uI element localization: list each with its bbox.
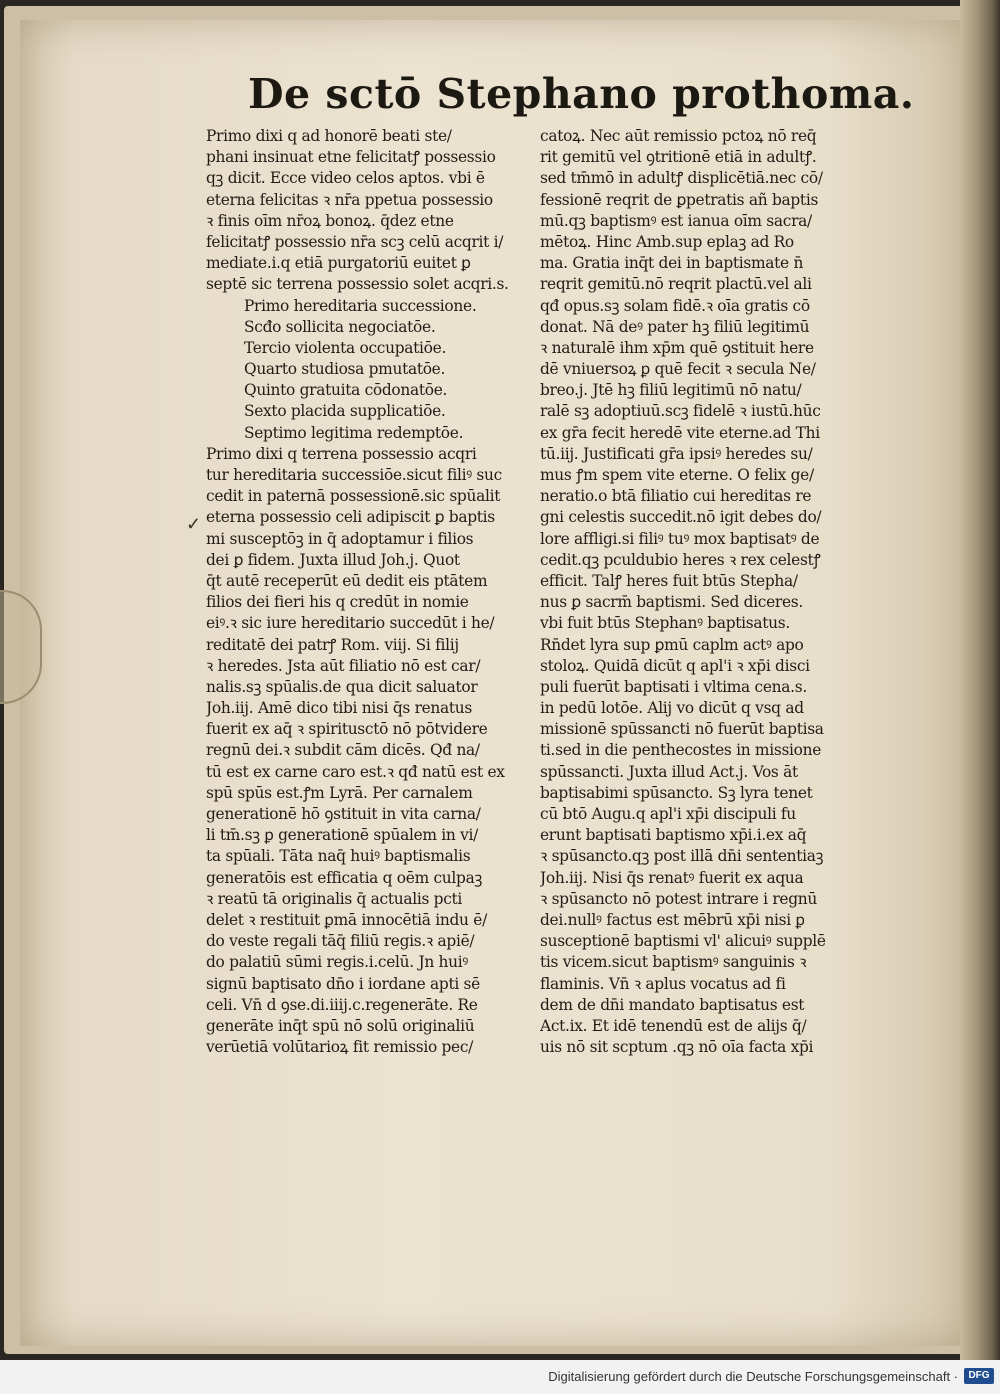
text-line: sed tm̄mō in adultꝭ displicētiā.nec cō/ xyxy=(540,169,823,188)
text-line: ꝛ spūsancto.qꝫ post illā dn̄i sententiaꝫ xyxy=(540,847,824,866)
text-line: generatōis est efficatia q oēm culpaꝫ xyxy=(206,868,483,887)
footer-credit-text: Digitalisierung gefördert durch die Deutsche Forschungsgemeinschaft · xyxy=(548,1369,958,1384)
book-fore-edge xyxy=(960,0,1000,1360)
text-line: signū baptisato dn̄o i iordane apti sē xyxy=(206,974,480,993)
text-line: ta spūali. Tāta naq̄ huiꝰ baptismalis xyxy=(206,847,471,866)
text-line: catoꝝ. Nec aūt remissio pctoꝝ nō req̄ xyxy=(540,127,817,145)
text-line: Rn̄det lyra sup ꝑmū caplm actꝰ apo xyxy=(540,635,804,654)
text-line: Primo dixi q terrena possessio acqri xyxy=(206,444,477,463)
text-line: Quinto gratuita cōdonatōe. xyxy=(244,381,448,400)
text-line: ꝛ naturalē ihm xp̄m quē ꝯstituit here xyxy=(540,338,814,357)
text-line: ma. Gratia inq̄t dei in baptismate n̄ xyxy=(540,254,804,273)
text-line: Primo hereditaria successione. xyxy=(244,296,477,315)
text-line: qđ opus.sꝫ solam fidē.ꝛ oīa gratis cō xyxy=(540,296,810,315)
text-line: q̄t autē receperūt eū dedit eis ptātem xyxy=(206,571,488,590)
digitization-footer xyxy=(0,1360,1000,1394)
text-line: Tercio violenta occupatiōe. xyxy=(244,338,447,357)
text-line: cū btō Augu.q apl'i xp̄i discipuli fu xyxy=(540,805,796,823)
text-line: Joh.iij. Nisi q̄s renatꝰ fuerit ex aqua xyxy=(540,868,804,887)
text-line: phani insinuat etne felicitatꝭ possessio xyxy=(206,148,496,167)
text-column-right xyxy=(540,126,860,1058)
text-line: Scđo sollicita negociatōe. xyxy=(244,317,436,336)
text-line: flaminis. Vn̄ ꝛ aplus vocatus ad fi xyxy=(540,974,786,993)
text-line: eterna possessio celi adipiscit ꝑ baptis xyxy=(206,508,495,527)
text-line: donat. Nā deꝰ pater hꝫ filiū legitimū xyxy=(540,317,810,336)
text-line: susceptionē baptismi vl' alicuiꝰ supplē xyxy=(540,932,826,951)
text-line: Quarto studiosa pmutatōe. xyxy=(244,360,446,379)
text-line: verūetiā volūtarioꝝ fit remissio pec/ xyxy=(206,1038,474,1057)
text-line: ralē sꝫ adoptiuū.scꝫ fidelē ꝛ iustū.hūc xyxy=(540,402,821,421)
text-line: ex gr̄a fecit heredē vite eterne.ad Thi xyxy=(540,423,820,442)
text-line: Joh.iij. Amē dico tibi nisi q̄s renatus xyxy=(206,699,473,718)
dfg-logo: DFG xyxy=(964,1368,994,1384)
text-line: uis nō sit scptum .qꝫ nō oīa facta xp̄i xyxy=(540,1038,814,1057)
text-line: cedit.qꝫ pculdubio heres ꝛ rex celestꝭ xyxy=(540,550,821,569)
marginal-mark: ✓ xyxy=(186,514,202,535)
text-line: stoloꝝ. Quidā dicūt q apl'i ꝛ xp̄i disci xyxy=(540,656,810,675)
text-line: dem de dn̄i mandato baptisatus est xyxy=(540,995,805,1014)
text-line: tis vicem.sicut baptismꝰ sanguinis ꝛ xyxy=(540,953,807,972)
text-line: rit gemitū vel ꝯtritionē etiā in adultꝭ. xyxy=(540,148,817,167)
text-line: vbi fuit btūs Stephanꝰ baptisatus. xyxy=(540,614,790,633)
text-line: ꝛ spūsancto nō potest intrare i regnū xyxy=(540,889,818,908)
text-line: nus ꝑ sacrm̄ baptismi. Sed diceres. xyxy=(540,593,803,612)
text-line: tū.iij. Justificati gr̄a ipsiꝰ heredes su/ xyxy=(540,444,813,463)
text-line: generationē hō ꝯstituit in vita carna/ xyxy=(206,805,481,823)
text-line: ꝛ reatū tā originalis q̄ actualis pcti xyxy=(206,889,463,908)
text-line: baptisabimi spūsancto. Sꝫ lyra tenet xyxy=(540,783,813,802)
text-line: missionē spūssancti nō fuerūt baptisa xyxy=(540,720,824,739)
text-line: erunt baptisati baptismo xp̄i.i.ex aq̄ xyxy=(540,826,807,845)
text-line: do palatiū sūmi regis.i.celū. Jn huiꝰ xyxy=(206,953,468,972)
page-heading: De sctō Stephano prothoma. xyxy=(248,70,915,118)
text-line: mus ꝭm spem vite eterne. O felix ge/ xyxy=(540,466,814,484)
text-line: reqrit gemitū.nō reqrit plactū.vel ali xyxy=(540,275,812,294)
text-line: ꝛ heredes. Jsta aūt filiatio nō est car/ xyxy=(206,656,481,675)
text-line: qꝫ dicit. Ecce video celos aptos. vbi ē xyxy=(206,169,485,188)
text-line: spū spūs est.ꝭm Lyrā. Per carnalem xyxy=(206,783,473,802)
text-line: ꝛ finis oīm nr̄oꝝ bonoꝝ. q̄dez etne xyxy=(206,211,454,230)
text-column-left xyxy=(206,126,532,1058)
text-line: tū est ex carne caro est.ꝛ qđ natū est ex xyxy=(206,762,505,781)
text-line: Primo dixi q ad honorē beati ste/ xyxy=(206,127,452,145)
text-line: Sexto placida supplicatiōe. xyxy=(244,402,446,421)
text-line: breo.j. Jtē hꝫ filiū legitimū nō natu/ xyxy=(540,381,802,400)
text-line: neratio.o btā filiatio cui hereditas re xyxy=(540,487,812,506)
text-line: mi susceptōꝫ in q̄ adoptamur i filios xyxy=(206,529,474,548)
text-line: regnū dei.ꝛ subdit cām dicēs. Qđ na/ xyxy=(206,741,480,760)
text-line: cedit in paternā possessionē.sic spūalit xyxy=(206,487,501,506)
text-line: ti.sed in die penthecostes in missione xyxy=(540,741,822,760)
text-line: lore affligi.si filiꝰ tuꝰ mox baptisatꝰ de xyxy=(540,529,820,548)
text-line: spūssancti. Juxta illud Act.j. Vos āt xyxy=(540,762,798,781)
text-line: tur hereditaria successiōe.sicut filiꝰ suc xyxy=(206,466,502,484)
text-line: in pedū lotōe. Alij vo dicūt q vsq ad xyxy=(540,699,804,718)
text-line: reditatē dei patrꝭ Rom. viij. Si filij xyxy=(206,635,459,654)
text-line: dē vniuersoꝝ ꝑ quē fecit ꝛ secula Ne/ xyxy=(540,360,816,379)
text-line: li tm̄.sꝫ ꝑ generationē spūalem in vi/ xyxy=(206,826,479,845)
text-line: mediate.i.q etiā purgatoriū euitet ꝑ xyxy=(206,254,471,273)
text-line: fessionē reqrit de ꝑpetratis añ baptis xyxy=(540,190,819,209)
text-line: mētoꝝ. Hinc Amb.sup eplaꝫ ad Ro xyxy=(540,232,794,251)
text-line: filios dei fieri his q credūt in nomie xyxy=(206,593,469,612)
text-line: dei.nullꝰ factus est mēbrū xp̄i nisi ꝑ xyxy=(540,910,805,929)
text-line: generāte inq̄t spū nō solū originaliū xyxy=(206,1016,475,1035)
text-line: eiꝰ.ꝛ sic iure hereditario succedūt i he/ xyxy=(206,614,495,633)
text-line: delet ꝛ restituit ꝑmā innocētiā indu ē/ xyxy=(206,910,487,929)
text-line: nalis.sꝫ spūalis.de qua dicit saluator xyxy=(206,677,478,696)
text-line: celi. Vn̄ d ꝯse.di.iiij.c.regenerāte. Re xyxy=(206,995,478,1014)
text-line: septē sic terrena possessio solet acqri.s. xyxy=(206,275,509,294)
text-line: Act.ix. Et idē tenendū est de alijs q̄/ xyxy=(540,1016,807,1035)
text-line: efficit. Talꝭ heres fuit btūs Stepha/ xyxy=(540,571,798,590)
text-line: do veste regali tāq̄ filiū regis.ꝛ apiē/ xyxy=(206,932,475,951)
text-line: puli fuerūt baptisati i vltima cena.s. xyxy=(540,677,807,696)
text-line: felicitatꝭ possessio nr̄a scꝫ celū acqrit i/ xyxy=(206,232,504,251)
text-line: eterna felicitas ꝛ nr̄a ppetua possessio xyxy=(206,190,493,209)
text-line: gni celestis succedit.nō igit debes do/ xyxy=(540,508,822,527)
text-line: Septimo legitima redemptōe. xyxy=(244,423,464,442)
text-line: fuerit ex aq̄ ꝛ spiritusctō nō pōtvidere xyxy=(206,720,488,739)
text-line: dei ꝑ fidem. Juxta illud Joh.j. Quot xyxy=(206,550,460,569)
text-line: mū.qꝫ baptismꝰ est ianua oīm sacra/ xyxy=(540,211,812,230)
